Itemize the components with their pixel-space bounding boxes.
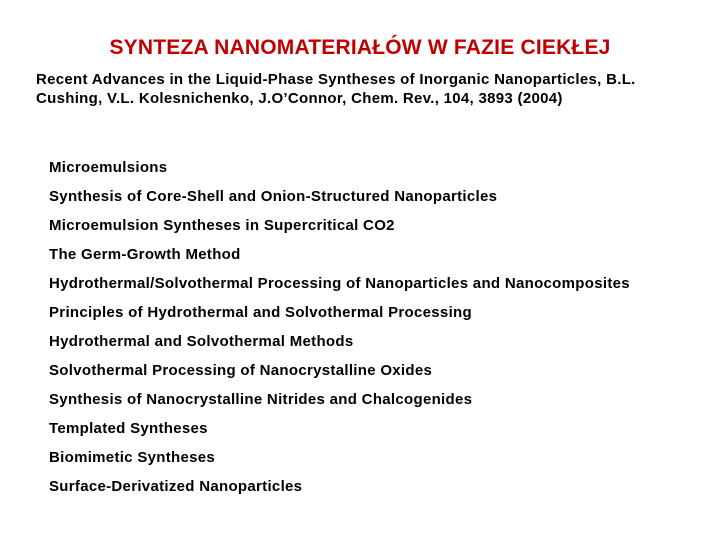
reference-citation: Recent Advances in the Liquid-Phase Syntheses of Inorganic Nanoparticles, B.L. Cushing, V.L. Kolesnichenko, J.O’Connor, Chem. Rev., 104, 3893 (2004) <box>36 71 636 107</box>
topic-item: The Germ-Growth Method <box>49 246 241 263</box>
topic-item: Synthesis of Core-Shell and Onion-Structured Nanoparticles <box>49 188 498 205</box>
topic-list <box>49 159 689 507</box>
topic-item: Solvothermal Processing of Nanocrystalline Oxides <box>49 362 433 379</box>
slide-title: SYNTEZA NANOMATERIAŁÓW W FAZIE CIEKŁEJ <box>109 36 611 59</box>
topic-item: Biomimetic Syntheses <box>49 449 216 466</box>
topic-item: Hydrothermal/Solvothermal Processing of Nanoparticles and Nanocomposites <box>49 275 630 292</box>
topic-item: Principles of Hydrothermal and Solvothermal Processing <box>49 304 472 321</box>
topic-item: Hydrothermal and Solvothermal Methods <box>49 333 354 350</box>
topic-item: Microemulsions <box>49 159 168 176</box>
topic-item: Synthesis of Nanocrystalline Nitrides and Chalcogenides <box>49 391 473 408</box>
topic-item: Surface-Derivatized Nanoparticles <box>49 478 303 495</box>
topic-item: Templated Syntheses <box>49 420 208 437</box>
topic-item: Microemulsion Syntheses in Supercritical CO2 <box>49 217 395 234</box>
